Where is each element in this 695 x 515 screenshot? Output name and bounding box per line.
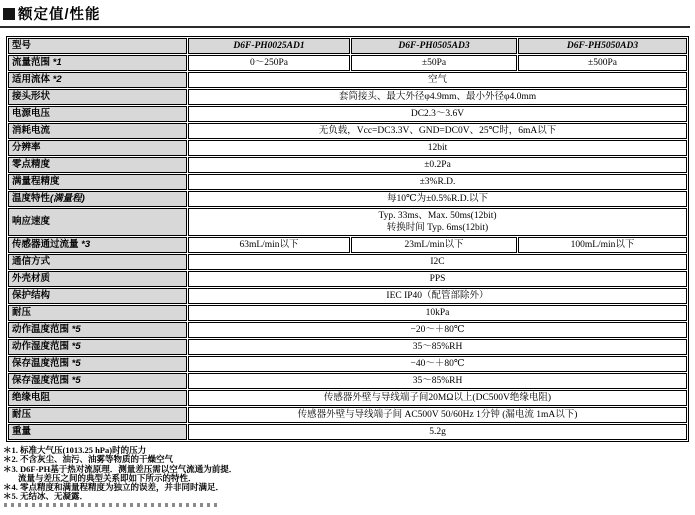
spec-row <box>8 38 687 54</box>
footnote: ＊4. 零点精度和满量程精度为独立的误差，并非同时满足． <box>3 482 225 493</box>
value-cell: 100mL/min以下 <box>518 237 687 253</box>
spec-row <box>8 271 687 287</box>
value-cell: 传感器外壁与导线端子间 AC500V 50/60Hz 1分钟 (漏电流 1mA以下) <box>188 407 687 423</box>
spec-table-body <box>8 38 687 440</box>
value-cell: 35～85%RH <box>188 373 687 389</box>
row-label: 消耗电流 <box>8 123 187 139</box>
spec-table <box>6 36 689 442</box>
value-cell: ±50Pa <box>351 55 517 71</box>
value-cell: 5.2g <box>188 424 687 440</box>
spec-row <box>8 288 687 304</box>
spec-row <box>8 140 687 156</box>
spec-row <box>8 89 687 105</box>
row-label: 绝缘电阻 <box>8 390 187 406</box>
row-label: 动作温度范围 *5 <box>8 322 187 338</box>
spec-row <box>8 339 687 355</box>
value-cell: −40～＋80℃ <box>188 356 687 372</box>
value-cell: 0～250Pa <box>188 55 350 71</box>
spec-row <box>8 322 687 338</box>
spec-row <box>8 254 687 270</box>
footnote: ＊1. 标准大气压(1013.25 hPa)时的压力 <box>3 445 147 455</box>
row-label: 响应速度 <box>8 208 187 236</box>
row-label: 传感器通过流量 *3 <box>8 237 187 253</box>
spec-row <box>8 191 687 207</box>
value-cell: PPS <box>188 271 687 287</box>
spec-row <box>8 407 687 423</box>
value-cell: 35～85%RH <box>188 339 687 355</box>
section-header <box>3 5 695 22</box>
spec-row <box>8 157 687 173</box>
row-label: 外壳材质 <box>8 271 187 287</box>
value-cell: ±3%R.D. <box>188 174 687 190</box>
value-cell: DC2.3～3.6V <box>188 106 687 122</box>
spec-row <box>8 106 687 122</box>
value-cell: 每10℃为±0.5%R.D.以下 <box>188 191 687 207</box>
footnote: ＊3. D6F-PH基于热对流原理．测量差压需以空气流通为前提． <box>3 463 238 474</box>
value-cell: 空气 <box>188 72 687 88</box>
page-title: 额定值/性能 <box>18 7 101 23</box>
spec-row <box>8 55 687 71</box>
row-label: 接头形状 <box>8 89 187 105</box>
value-cell: 传感器外壁与导线端子间20MΩ以上(DC500V绝缘电阻) <box>188 390 687 406</box>
spec-row <box>8 123 687 139</box>
title-divider <box>0 26 690 28</box>
spec-row <box>8 72 687 88</box>
row-label: 电源电压 <box>8 106 187 122</box>
spec-row <box>8 390 687 406</box>
value-cell: Typ. 33ms、Max. 50ms(12bit) 转换时间 Typ. 6ms(12bit) <box>188 208 687 236</box>
footnote: ＊5. 无结冰、无凝露． <box>3 491 89 502</box>
row-label: 型号 <box>8 38 187 54</box>
model-cell: D6F-PH0505AD3 <box>351 38 517 54</box>
value-cell: I2C <box>188 254 687 270</box>
spec-row <box>8 305 687 321</box>
row-label: 流量范围 *1 <box>8 55 187 71</box>
value-cell: ±500Pa <box>518 55 687 71</box>
value-cell: −20～＋80℃ <box>188 322 687 338</box>
model-cell: D6F-PH0025AD1 <box>188 38 350 54</box>
spec-row <box>8 208 687 236</box>
spec-row <box>8 174 687 190</box>
row-label: 保存温度范围 *5 <box>8 356 187 372</box>
row-label: 耐压 <box>8 305 187 321</box>
value-cell: ±0.2Pa <box>188 157 687 173</box>
row-label: 重量 <box>8 424 187 440</box>
row-label: 保护结构 <box>8 288 187 304</box>
row-label: 分辨率 <box>8 140 187 156</box>
black-square-icon <box>3 8 15 20</box>
footnotes <box>3 446 695 502</box>
value-cell: IEC IP40（配管部除外） <box>188 288 687 304</box>
row-label: 温度特性(满量程) <box>8 191 187 207</box>
row-label: 耐压 <box>8 407 187 423</box>
row-label: 动作湿度范围 *5 <box>8 339 187 355</box>
clipped-text-line <box>4 503 219 507</box>
row-label: 保存湿度范围 *5 <box>8 373 187 389</box>
spec-row <box>8 424 687 440</box>
value-cell: 63mL/min以下 <box>188 237 350 253</box>
spec-row <box>8 237 687 253</box>
row-label: 适用流体 *2 <box>8 72 187 88</box>
row-label: 满量程精度 <box>8 174 187 190</box>
value-cell: 10kPa <box>188 305 687 321</box>
row-label: 零点精度 <box>8 157 187 173</box>
model-cell: D6F-PH5050AD3 <box>518 38 687 54</box>
value-cell: 套筒接头、最大外径φ4.9mm、最小外径φ4.0mm <box>188 89 687 105</box>
spec-row <box>8 373 687 389</box>
row-label: 通信方式 <box>8 254 187 270</box>
value-cell: 12bit <box>188 140 687 156</box>
footnote: ＊2. 不含灰尘、油污、油雾等物质的干燥空气 <box>3 454 174 465</box>
value-cell: 23mL/min以下 <box>351 237 517 253</box>
value-cell: 无负载，Vcc=DC3.3V、GND=DC0V、25℃时，6mA以下 <box>188 123 687 139</box>
spec-row <box>8 356 687 372</box>
footnote-continuation: 流量与差压之间的典型关系即如下所示的特性． <box>18 472 197 483</box>
